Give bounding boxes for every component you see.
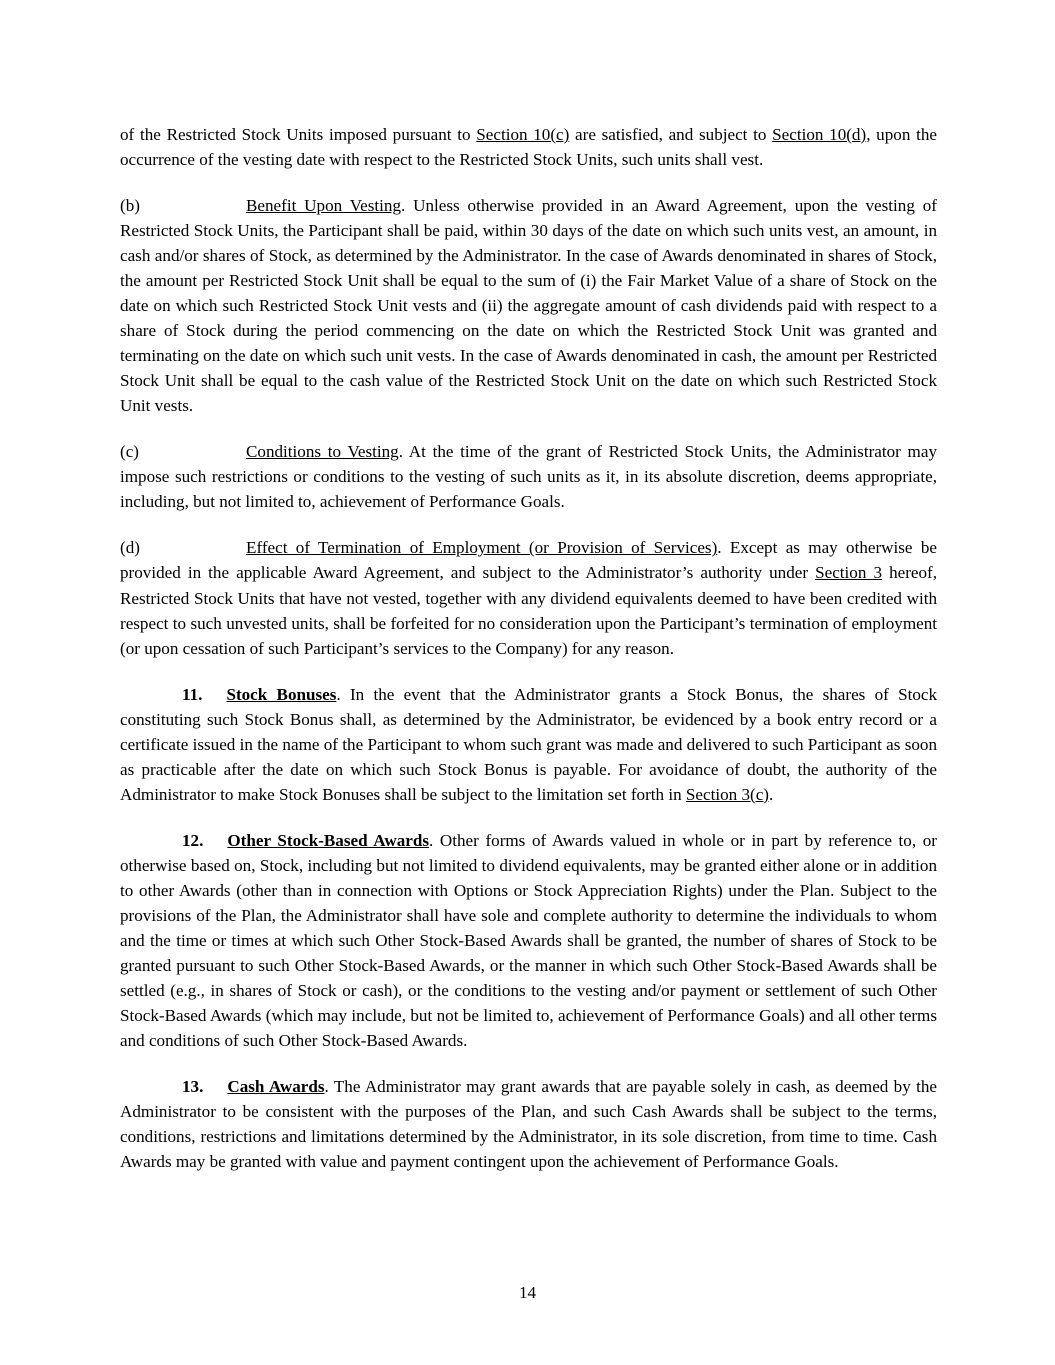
paragraph-12-other-stock-based-awards <box>120 828 937 1053</box>
section-number: 13. <box>182 1077 204 1097</box>
text-run: are satisfied, and subject to <box>569 125 773 144</box>
text-run: . Except as may otherwise be provided in the applicable Award Agreement, and subject to the Administrator’s authority under <box>120 538 937 583</box>
text-run: . <box>769 784 774 804</box>
paragraph-label: (c) <box>120 442 139 462</box>
paragraph-13-cash-awards <box>120 1074 937 1174</box>
paragraph-b-benefit-upon-vesting <box>120 193 937 418</box>
paragraph-heading: Effect of Termination of Employment (or Provision of Services) <box>246 538 718 558</box>
text-run: hereof, Restricted Stock Units that have not vested, together with any dividend equivalents deemed to have been credited with respect to such unvested units, shall be forfeited for no consideration upon the Participant’s termination of employment (or upon cessation of such Participant’s services to the Company) for any reason. <box>120 563 938 658</box>
text-run: . Other forms of Awards valued in whole or in part by reference to, or otherwise based on, Stock, including but not limited to dividend equivalents, may be granted either alone or in addition to other Awards (other than in connection with Options or Stock Appreciation Rights) under the Plan. Subject to the provisions of the Plan, the Administrator shall have sole and complete authority to determine the individuals to whom and the time or times at which such Other Stock-Based Awards shall be granted, the number of shares of Stock to be granted pursuant to such Other Stock-Based Awards, or the manner in which such Other Stock-Based Awards shall be settled (e.g., in shares of Stock or cash), or the conditions to the vesting and/or payment or settlement of such Other Stock-Based Awards (which may include, but not be limited to, achievement of Performance Goals) and all other terms and conditions of such Other Stock-Based Awards. <box>120 830 937 1050</box>
text-run: of the Restricted Stock Units imposed pursuant to <box>120 125 477 144</box>
text-run: , upon the occurrence of the vesting date with respect to the Restricted Stock Units, such units shall vest. <box>120 125 937 170</box>
text-run: . At the time of the grant of Restricted Stock Units, the Administrator may impose such restrictions or conditions to the vesting of such units as it, in its absolute discretion, deems appropriate, including, but not limited to, achievement of Performance Goals. <box>120 442 937 512</box>
paragraph-heading: Benefit Upon Vesting <box>246 196 402 216</box>
page-number: 14 <box>518 1283 537 1302</box>
text-run: . In the event that the Administrator grants a Stock Bonus, the shares of Stock constituting such Stock Bonus shall, as determined by the Administrator, be evidenced by a book entry record or a certificate issued in the name of the Participant to whom such grant was made and delivered to such Participant as soon as practicable after the date on which such Stock Bonus is payable. For avoidance of doubt, the authority of the Administrator to make Stock Bonuses shall be subject to the limitation set forth in <box>120 684 938 804</box>
paragraph-heading: Other Stock-Based Awards <box>227 830 429 850</box>
text-run: . The Administrator may grant awards that are payable solely in cash, as deemed by the Administrator to be consistent with the purposes of the Plan, and such Cash Awards shall be subject to the terms, conditions, restrictions and limitations determined by the Administrator, in its sole discretion, from time to time. Cash Awards may be granted with value and payment contingent upon the achievement of Performance Goals. <box>120 1077 937 1172</box>
paragraph-heading: Stock Bonuses <box>226 684 337 704</box>
paragraph-c-conditions-to-vesting <box>120 439 937 514</box>
section-number: 12. <box>182 830 204 850</box>
paragraph-continuation <box>120 122 937 172</box>
cross-reference: Section 10(c) <box>476 125 570 144</box>
paragraph-label: (d) <box>120 538 140 558</box>
paragraph-heading: Conditions to Vesting <box>246 442 399 462</box>
paragraph-heading: Cash Awards <box>227 1077 325 1097</box>
paragraph-label: (b) <box>120 196 140 216</box>
cross-reference: Section 10(d) <box>772 125 867 144</box>
text-run: . Unless otherwise provided in an Award Agreement, upon the vesting of Restricted Stock Units, the Participant shall be paid, within 30 days of the date on which such units vest, an amount, in cash and/or shares of Stock, as determined by the Administrator. In the case of Awards denominated in shares of Stock, the amount per Restricted Stock Unit shall be equal to the sum of (i) the Fair Market Value of a share of Stock on the date on which such Restricted Stock Unit vests and (ii) the aggregate amount of cash dividends paid with respect to a share of Stock during the period commencing on the date on which the Restricted Stock Unit was granted and terminating on the date on which such unit vests. In the case of Awards denominated in cash, the amount per Restricted Stock Unit shall be equal to the cash value of the Restricted Stock Unit on the date on which such Restricted Stock Unit vests. <box>120 196 937 416</box>
section-number: 11. <box>182 684 203 704</box>
paragraph-d-effect-of-termination <box>120 535 937 660</box>
paragraph-11-stock-bonuses <box>120 682 937 807</box>
cross-reference: Section 3 <box>815 563 883 583</box>
cross-reference: Section 3(c) <box>685 784 769 804</box>
